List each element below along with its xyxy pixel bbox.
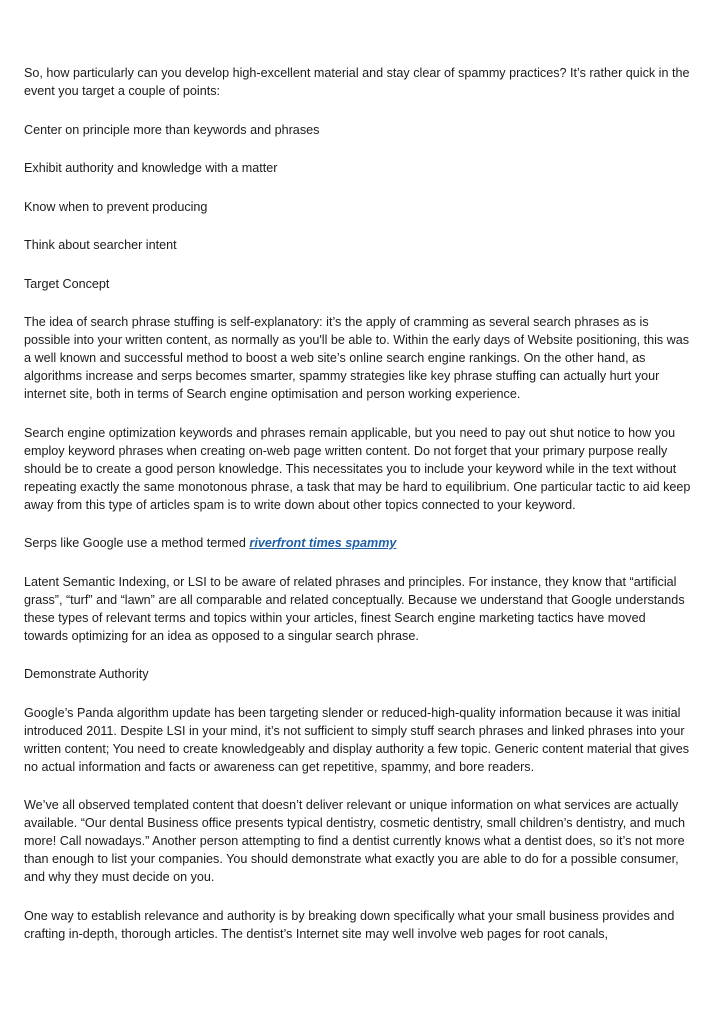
list-item-authority: Exhibit authority and knowledge with a matter (24, 161, 278, 175)
article-body (24, 64, 692, 963)
heading-target-concept: Target Concept (24, 276, 110, 291)
paragraph-panda: Google’s Panda algorithm update has been targeting slender or reduced-high-quality information because it was initial introduced 2011. Despite LSI in your mind, it’s not sufficient to simply stuff search phrases and linked phrases into your written content; You need to create knowledgeably and display authority a few topic. Generic content material that gives no actual information and facts or awareness can get repetitive, spammy, and bore readers. (24, 705, 690, 774)
heading-demonstrate-authority: Demonstrate Authority (24, 667, 149, 681)
serps-method-text: Serps like Google use a method termed (24, 536, 250, 550)
paragraph-seo-keywords: Search engine optimization keywords and phrases remain applicable, but you need to pay out shut notice to how you employ keyword phrases when creating on-web page written content. Do not forget that your primary purpose really should be to create a good person knowledge. This necessitates you to include your keyword while in the text without repeating exactly the same monotonous phrase, a task that may be hard to equilibrium. One particular tactic to aid keep away from this type of articles spam is to write down about other topics connected to your keyword. (24, 425, 691, 512)
paragraph-serps-method (24, 534, 692, 552)
paragraph-intro: So, how particularly can you develop high-excellent material and stay clear of spammy practices? It’s rather quick in the event you target a couple of points: (24, 66, 690, 98)
paragraph-lsi: Latent Semantic Indexing, or LSI to be aware of related phrases and principles. For instance, they know that “artificial grass”, “turf” and “lawn” are all comparable and related conceptually. Because we understand that Google understands these types of relevant terms and topics within your articles, finest Search engine marketing tactics have moved towards optimizing for an idea as opposed to a singular search phrase. (24, 574, 685, 643)
riverfront-times-link[interactable]: riverfront times spammy (249, 536, 397, 550)
list-item-prevent: Know when to prevent producing (24, 199, 208, 214)
paragraph-keyword-stuffing: The idea of search phrase stuffing is self-explanatory: it’s the apply of cramming as several search phrases as is possible into your written content, as normally as you'll be able to. Within the early days of Website positioning, this was a well known and successful method to boost a web site’s online search engine rankings. On the other hand, as algorithms increase and serps becomes smarter, spammy strategies like key phrase stuffing can actually hurt your internet site, both in terms of Search engine optimisation and person working experience. (24, 315, 690, 401)
paragraph-templated-content: We’ve all observed templated content that doesn’t deliver relevant or unique information on what services are actually available. “Our dental Business office presents typical dentistry, cosmetic dentistry, small children’s dentistry, and much more! Call nowadays.” Another person attempting to find a dentist currently knows what a dentist does, so it’s not more than enough to list your companies. You should demonstrate what exactly you are able to do for a possible consumer, and why they must decide on you. (24, 798, 685, 884)
list-item-intent: Think about searcher intent (24, 238, 177, 252)
paragraph-relevance: One way to establish relevance and authority is by breaking down specifically what your small business provides and crafting in-depth, thorough articles. The dentist’s Internet site may well involve web pages for root canals, (24, 908, 675, 941)
list-item-concept: Center on principle more than keywords and phrases (24, 122, 320, 137)
